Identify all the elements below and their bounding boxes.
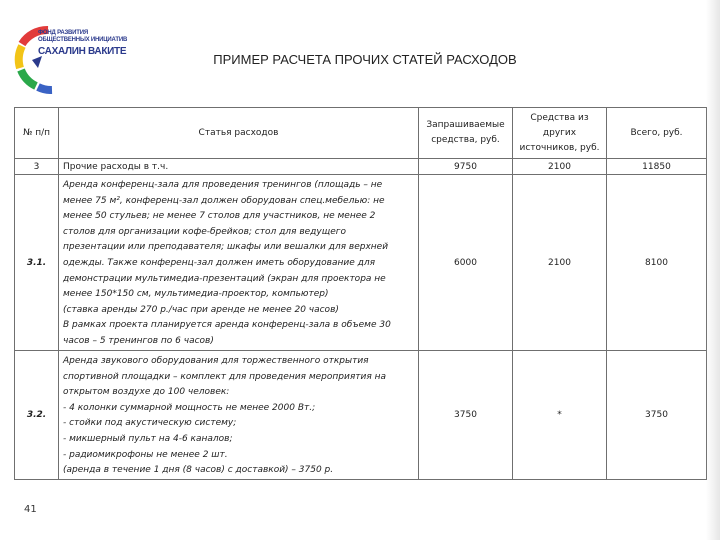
row-item-line: часов – 5 тренингов по 6 часов) (63, 335, 214, 346)
row-total: 11850 (607, 159, 707, 175)
row-item-line: - 4 колонки суммарной мощность не менее 2000 Вт.; (63, 402, 316, 413)
row-item-line: менее 150*150 см, мультимедиа-проектор, компьютер) (63, 289, 329, 300)
row-item-line: спортивной площадки – комплект для проведения мероприятия на (63, 371, 386, 382)
logo-brand: САХАЛИН ВАКИТЕ (38, 46, 127, 57)
header-other-line: других (542, 127, 577, 138)
row-item-line: В рамках проекта планируется аренда конференц-зала в объеме 30 (63, 320, 391, 331)
row-other: * (513, 351, 607, 480)
row-item-line: Аренда звукового оборудования для торжественного открытия (63, 356, 369, 366)
header-total: Всего, руб. (607, 108, 707, 159)
row-total: 3750 (607, 351, 707, 480)
header-num: № п/п (15, 108, 59, 159)
page-number: 41 (24, 504, 37, 515)
header-item: Статья расходов (59, 108, 419, 159)
row-other: 2100 (513, 159, 607, 175)
row-other: 2100 (513, 175, 607, 351)
row-requested: 6000 (419, 175, 513, 351)
row-item-line: (ставка аренды 270 р./час при аренде не менее 20 часов) (63, 304, 339, 315)
table-row (15, 175, 707, 351)
row-item-line: презентации или преподавателя; шкафы или вешалки для верхней (63, 242, 389, 253)
table-row (15, 351, 707, 480)
header-requested-line: Запрашиваемые (426, 120, 505, 130)
row-item-line: Аренда конференц-зала для проведения тренингов (площадь – не (63, 180, 383, 190)
row-item-line: - микшерный пульт на 4-6 каналов; (63, 433, 233, 444)
page-edge-shadow (706, 0, 720, 540)
row-num: 3.2. (15, 351, 59, 480)
row-item-line: открытом воздухе до 100 человек: (63, 387, 230, 398)
row-num: 3 (15, 159, 59, 175)
logo-line-1: ФОНД РАЗВИТИЯ (38, 30, 88, 36)
row-requested: 3750 (419, 351, 513, 480)
row-item-line: (аренда в течение 1 дня (8 часов) с доставкой) – 3750 р. (63, 465, 334, 476)
row-total: 8100 (607, 175, 707, 351)
page-title: ПРИМЕР РАСЧЕТА ПРОЧИХ СТАТЕЙ РАСХОДОВ (213, 52, 517, 67)
row-item-line: - стойки под акустическую систему; (63, 418, 237, 429)
row-item-line: демонстрации мультимедиа-презентаций (экран для проектора не (63, 273, 386, 284)
header-other-line: источников, руб. (519, 142, 600, 153)
row-item-line: столов для организации кофе-брейков; стол для ведущего (63, 226, 346, 237)
logo-text (38, 30, 128, 58)
row-item: Прочие расходы в т.ч. (59, 159, 419, 175)
row-requested: 9750 (419, 159, 513, 175)
header-other (513, 108, 607, 159)
row-item (59, 175, 419, 351)
header-requested (419, 108, 513, 159)
row-num: 3.1. (15, 175, 59, 351)
expenses-table (14, 107, 707, 480)
row-item-line: менее 50 стульев; не менее 7 столов для участников, не менее 2 (63, 211, 376, 222)
header-other-line: Средства из (530, 112, 589, 123)
table-header-row (15, 108, 707, 159)
header-requested-line: средства, руб. (431, 135, 500, 145)
row-item (59, 351, 419, 480)
row-item-line: менее 75 м², конференц-зал должен оборудован спец.мебелью: не (63, 195, 385, 206)
row-item-line: одежды. Также конференц-зал должен иметь оборудование для (63, 257, 375, 268)
row-item-line: - радиомикрофоны не менее 2 шт. (63, 449, 228, 460)
logo-line-2: ОБЩЕСТВЕННЫХ ИНИЦИАТИВ (38, 37, 128, 43)
table-row (15, 159, 707, 175)
